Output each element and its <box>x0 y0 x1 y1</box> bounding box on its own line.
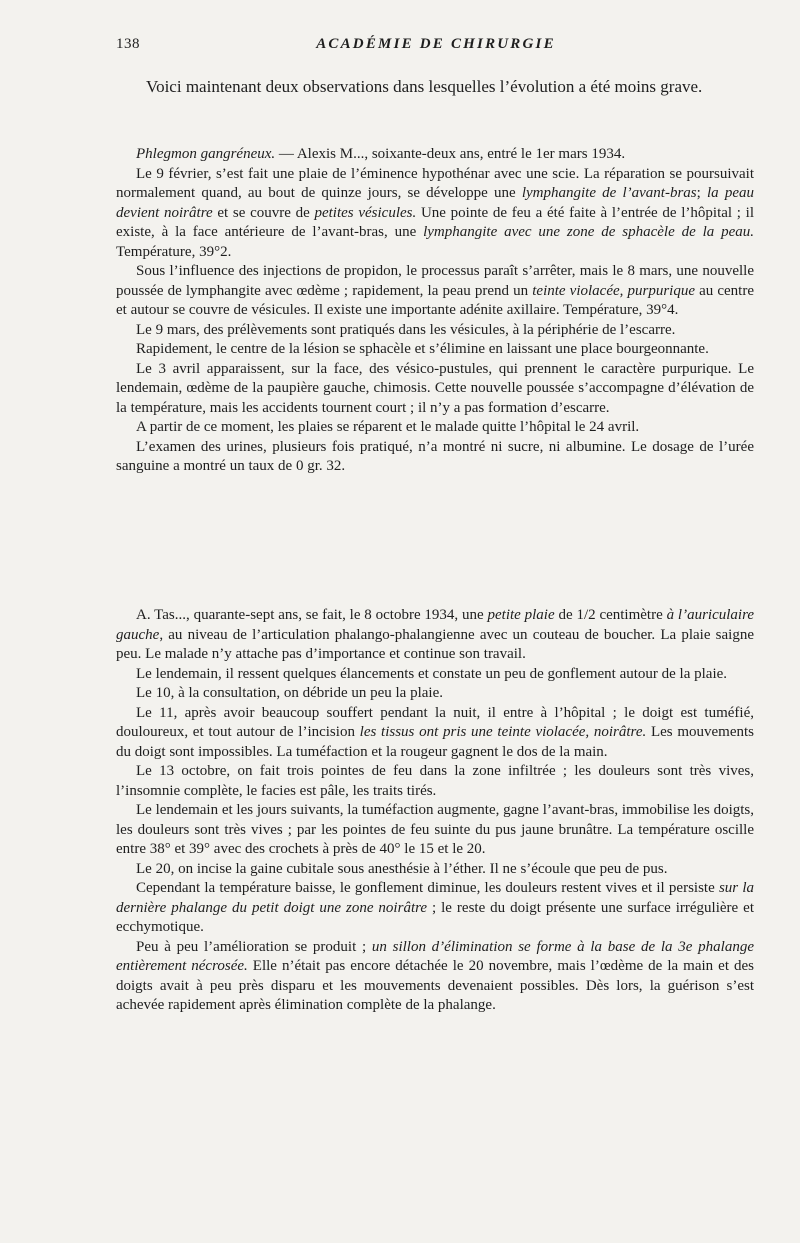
observation-1-paragraph-4: Le 9 mars, des prélèvements sont pratiqués dans les vésicules, à la périphérie de l’escarre. <box>136 321 676 338</box>
observation-1-paragraph-7: A partir de ce moment, les plaies se réparent et le malade quitte l’hôpital le 24 avril. <box>136 419 640 435</box>
observation-1-paragraph-6: Le 3 avril apparaissent, sur la face, des vésico-pustules, qui prennent le caractère purpurique. Le lendemain, œdème de la paupière gauche, chimosis. Cette nouvelle poussée s’accompagne d’élévation de la température, mais les accidents tournent court ; il n’y a pas formation d’escarre. <box>116 360 754 416</box>
observation-2-paragraph-9: Peu à peu l’amélioration se produit ; un sillon d’élimination se forme à la base de la 3e phalange entièrement nécrosée. Elle n’était pas encore détachée le 20 novembre, mais l’œdème de la main et des doigts avait à peu près disparu et les mouvements devenaient possibles. Dès lors, la guérison s’est achevée rapidement après élimination complète de la phalange. <box>116 938 755 1013</box>
observation-1-paragraph-2: Le 9 février, s’est fait une plaie de l’éminence hypothénar avec une scie. La réparation se poursuivait normalement quand, au bout de quinze jours, se développe une lymphangite de l’avant-bras; la peau devient noirâtre et se couvre de petites vésicules. Une pointe de feu a été faite à l’entrée de l’hôpital ; il existe, à la face antérieure de l’avant-bras, une lymphangite avec une zone de sphacèle de la peau. Température, 39°2. <box>116 165 755 260</box>
observation-2-paragraph-5: Le 13 octobre, on fait trois pointes de feu dans la zone infiltrée ; les douleurs sont très vives, l’insomnie complète, le facies est pâle, les traits tirés. <box>116 763 754 799</box>
observation-1-paragraph-5: Rapidement, le centre de la lésion se sphacèle et s’élimine en laissant une place bourgeonnante. <box>136 341 709 357</box>
observation-2-paragraph-3: Le 10, à la consultation, on débride un peu la plaie. <box>136 685 443 701</box>
page-number: 138 <box>116 36 140 52</box>
observation-2-paragraph-7: Le 20, on incise la gaine cubitale sous anesthésie à l’éther. Il ne s’écoule que peu de pus. <box>136 860 668 877</box>
observation-2 <box>116 606 754 1016</box>
intro-section <box>116 76 754 97</box>
observation-2-paragraph-6: Le lendemain et les jours suivants, la tuméfaction augmente, gagne l’avant-bras, immobilise les doigts, les douleurs sont très vives ; par les pointes de feu suinte du pus jaune brunâtre. La température oscille entre 38° et 39° avec des crochets à près de 40° le 15 et le 20. <box>116 802 754 857</box>
observation-1-paragraph-1: Phlegmon gangréneux. — Alexis M..., soixante-deux ans, entré le 1er mars 1934. <box>136 146 626 162</box>
observation-1 <box>116 145 754 477</box>
observation-2-paragraph-2: Le lendemain, il ressent quelques élancements et constate un peu de gonflement autour de la plaie. <box>136 665 728 682</box>
journal-title: ACADÉMIE DE CHIRURGIE <box>316 36 556 52</box>
observation-2-paragraph-4: Le 11, après avoir beaucoup souffert pendant la nuit, il entre à l’hôpital ; le doigt est tuméfié, douloureux, et tout autour de l’incision les tissus ont pris une teinte violacée, noirâtre. Les mouvements du doigt sont impossibles. La tuméfaction et la rougeur gagnent le dos de la main. <box>116 704 754 760</box>
observation-2-paragraph-1: A. Tas..., quarante-sept ans, se fait, le 8 octobre 1934, une petite plaie de 1/2 centimètre à l’auriculaire gauche, au niveau de l’articulation phalango-phalangienne avec un couteau de boucher. La plaie saigne peu. Le malade n’y attache pas d’importance et continue son travail. <box>116 607 755 662</box>
intro-paragraph: Voici maintenant deux observations dans lesquelles l’évolution a été moins grave. <box>146 77 703 96</box>
observation-2-paragraph-8: Cependant la température baisse, le gonflement diminue, les douleurs restent vives et il persiste sur la dernière phalange du petit doigt une zone noirâtre ; le reste du doigt présente une surface irrégulière et ecchymotique. <box>116 880 755 935</box>
observation-1-title: Phlegmon gangréneux. <box>136 146 276 162</box>
running-header <box>116 36 756 60</box>
observation-1-paragraph-3: Sous l’influence des injections de propidon, le processus paraît s’arrêter, mais le 8 mars, une nouvelle poussée de lymphangite avec œdème ; rapidement, la peau prend un teinte violacée, purpurique au centre et autour se couvre de vésicules. Il existe une importante adénite axillaire. Température, 39°4. <box>116 263 754 318</box>
observation-1-paragraph-8: L’examen des urines, plusieurs fois pratiqué, n’a montré ni sucre, ni albumine. Le dosage de l’urée sanguine a montré un taux de 0 gr. 32. <box>116 438 754 474</box>
